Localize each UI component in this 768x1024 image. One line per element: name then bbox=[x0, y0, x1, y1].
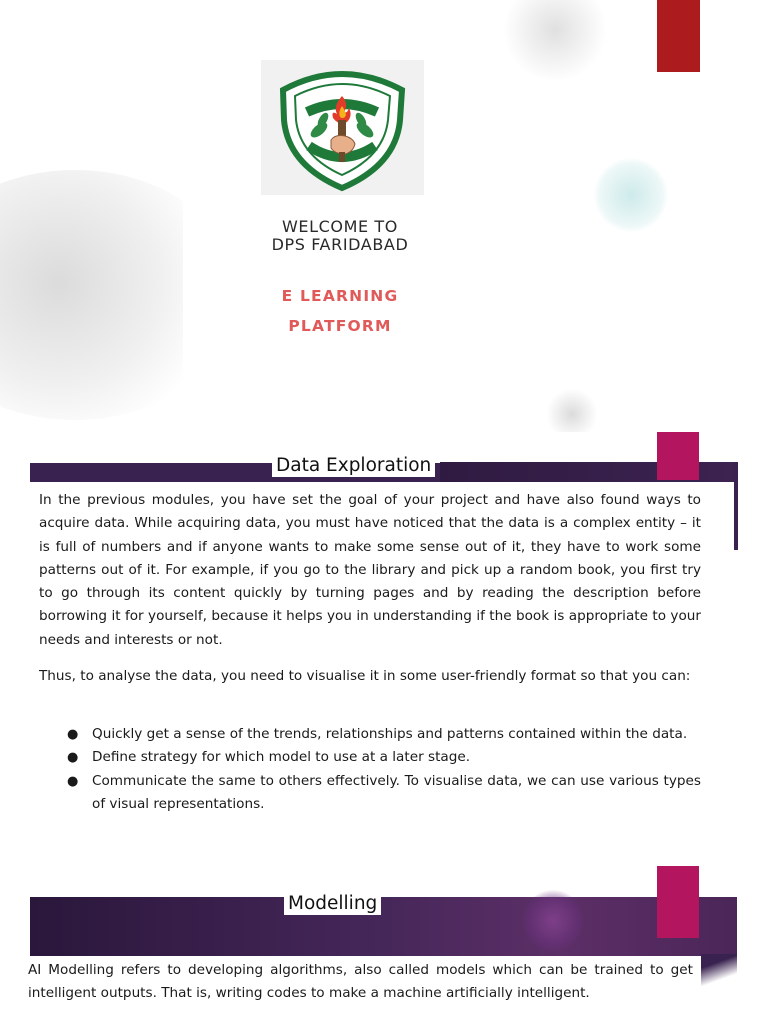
list-item-text: Quickly get a sense of the trends, relationships and patterns contained within the data. bbox=[92, 726, 688, 742]
bullet-icon: ● bbox=[67, 727, 79, 742]
decorative-bubble bbox=[594, 158, 668, 232]
list-item bbox=[40, 723, 701, 746]
list-item-text: Define strategy for which model to use at a later stage. bbox=[92, 749, 471, 766]
list-item bbox=[40, 746, 701, 769]
paragraph: AI Modelling refers to developing algorithms, also called models which can be trained to get intelligent outputs. That is, writing codes to make a machine artificially intelligent. bbox=[28, 962, 693, 1002]
decorative-bubble bbox=[500, 0, 610, 80]
decorative-bubble bbox=[522, 890, 584, 952]
platform-title-line1: E LEARNING bbox=[281, 287, 399, 305]
list-item-text: Communicate the same to others effectively. To visualise data, we can use various types of visual representations. bbox=[92, 772, 701, 812]
platform-title-line2: PLATFORM bbox=[288, 317, 392, 335]
paragraph: Thus, to analyse the data, you need to visualise it in some user-friendly format so that you can: bbox=[39, 668, 691, 684]
welcome-heading: WELCOME TO bbox=[282, 217, 398, 236]
bullet-icon: ● bbox=[67, 750, 79, 766]
data-exploration-slide bbox=[0, 432, 768, 867]
section-heading: Data Exploration bbox=[272, 454, 435, 477]
welcome-slide bbox=[0, 0, 768, 432]
school-crest-icon bbox=[261, 60, 424, 195]
pink-accent-block bbox=[657, 432, 699, 480]
band-edge bbox=[701, 954, 737, 988]
bullet-list bbox=[40, 723, 701, 816]
heading-band bbox=[30, 897, 737, 957]
school-name: DPS FARIDABAD bbox=[271, 235, 409, 254]
list-item bbox=[40, 770, 701, 817]
bullet-icon: ● bbox=[67, 773, 79, 789]
modelling-slide bbox=[0, 866, 768, 1024]
paragraph: In the previous modules, you have set the goal of your project and have also found ways to acquire data. While acquiring data, you must have noticed that the data is a complex entity – it is full of numbers and if anyone wants to make some sense out of it, they have to work some patterns out of it. For example, if you go to the library and pick up a random book, you first try to go through its content quickly by turning pages and by reading the description before borrowing it for yourself, because it helps you in understanding if the book is appropriate to your needs and interests or not. bbox=[39, 492, 701, 648]
pink-accent-block bbox=[657, 866, 699, 938]
school-logo bbox=[261, 60, 424, 195]
section-heading: Modelling bbox=[284, 892, 381, 915]
red-accent-bar bbox=[657, 0, 700, 72]
decorative-bubble bbox=[546, 388, 598, 432]
